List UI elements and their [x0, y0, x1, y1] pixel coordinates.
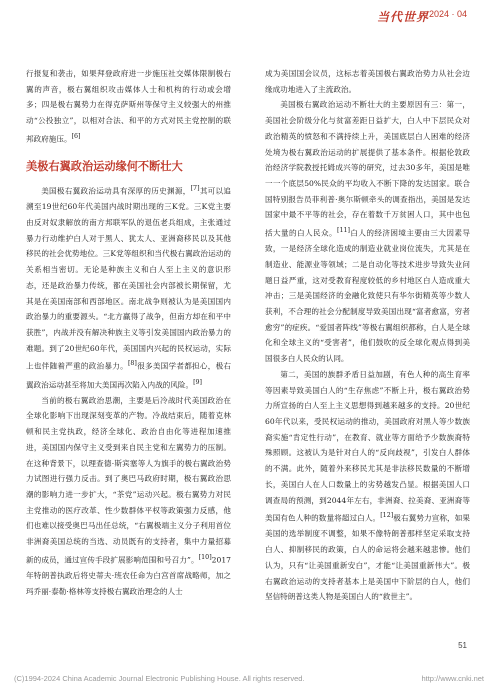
footnote-ref: [12]	[380, 512, 394, 520]
journal-brand: 当代世界	[376, 10, 429, 24]
left-column	[26, 66, 231, 599]
footnote-ref: [9]	[193, 378, 203, 386]
footnote-ref: [7]	[190, 185, 200, 193]
copyright-notice: (C)1994-2024 China Academic Journal Electronic Publishing House. All rights reserved.	[14, 674, 305, 683]
paragraph: 当前的极右翼政治思潮，主要是后冷战时代美国政治在全球化影响下出现深刻变革的产物。冷战结束后，随着克林顿和民主党执政，经济全球化、政治自由化等进程加速推进，美国国内保守主义受到来自民主党和左翼势力的压制。在这种背景下，以理查德·斯宾塞等人为旗手的极右翼政治势力试图进行强力反击。到了奥巴马政府时期，极右翼政治思潮的影响力进一步扩大，“茶党”运动兴起。极右翼势力对民主党推动的医疗改革、性少数群体平权等政策强力反感，他们也难以接受奥巴马出任总统，“右翼极端主义分子利用首位非洲裔美国总统的当选、动员既有的支持者，集中力量招募新的成员，通过宣传手段扩展影响范围和号召力”。[10]2017年特朗普执政后将史蒂夫·班农任命为白宫首席战略师，加之玛乔丽·泰勒·格林等支持极右翼政治理念的人士	[26, 395, 231, 596]
paragraph: 成为美国国会议员，这标志着美国极右翼政治势力从社会边缘成功地进入了主流政治。	[265, 69, 470, 94]
paragraph: 行报复和袭击，如果拜登政府进一步施压社交媒体限制极右翼的声音，极右翼组织攻击媒体人士和机构的行动或会增多；四是极右翼势力在得克萨斯州等保守主义较强大的州推动“公投独立”，以相对合法、和平的方式对民主党控制的联邦政府施压。[6]	[26, 69, 231, 144]
page-header	[0, 0, 499, 40]
footnote-ref: [11]	[337, 227, 350, 235]
paragraph: 美国极右翼政治运动不断壮大的主要原因有三：第一，美国社会阶级分化与贫富差距日益扩大，白人中下层民众对政治精英的愤怒和不满持续上升，美国底层白人困难的经济处境为极右翼政治运动的扩展提供了基本条件。根据伦敦政治经济学院教授托姆成兴等的研究，过去30多年，美国是唯一一个底层50%民众的平均收入不断下降的发达国家。联合国特别报告员菲利普·奥尔斯顿牵头的调查指出，美国是发达国家中最不平等的社会，存在着数千万贫困人口，其中也包括大量的白人民众。[11]白人的经济困境主要由三大因素导致，一是经济全球化造成的制造业就业岗位流失，尤其是在制造业、能源业等领域；二是自动化等技术进步导致失业问题日益严重，这对受教育程度较低的乡村地区白人造成重大冲击；三是美国经济的金融化致使只有华尔街精英等少数人获利，不合理的社会分配制度导致美国出现“富者愈富，穷者愈穷”的症疾。“爱国者阵线”等极右翼组织都称，白人是全球化和全球主义的“受害者”，他们鼓吹的反全球化观点得到美国很多白人民众的认同。	[265, 100, 470, 364]
paragraph: 第二，美国的族群矛盾日益加剧，有色人种的高生育率等因素导致美国白人的“生存焦虑”不断上升，极右翼政治势力所宣扬的白人至上主义思想得到越来越多的支持。20世纪60年代以来，受民权运动的推动，美国政府对黑人等少数族裔实施“肯定性行动”，在教育、就业等方面给予少数族裔特殊照顾。这被认为是针对白人的“反向歧视”，引发白人群体的不满。此外，随着外来移民尤其是非法移民数量的不断增长，美国白人在人口数量上的劣势越发凸显。根据美国人口调查局的预测，到2044年左右，非洲裔、拉美裔、亚洲裔等美国有色人种的数量将超过白人。[12]极右翼势力宣称，如果美国的选举制度不调整，如果不像特朗普那样坚定采取支持白人、抑制移民的政策，白人的命运将会越来越悲惨。他们认为，只有“让美国重新安白”，才能“让美国重新伟大”。极右翼政治运动的支持者基本上是美国中下阶层的白人，他们坚信特朗普这类人物是美国白人的“救世主”。	[265, 369, 471, 602]
footnote-ref: [8]	[127, 360, 137, 368]
footnote-ref: [6]	[71, 132, 81, 140]
right-column	[265, 66, 470, 605]
page-number: 51	[458, 641, 467, 650]
footnote-ref: [10]	[198, 553, 212, 561]
paragraph: 美国极右翼政治运动具有深厚的历史渊源，[7]其可以追溯至19世纪60年代美国内战时期出现的三K党。三K党主要由反对奴隶解放的南方邦联军队的退伍老兵组成，主张通过暴力行动维护白人对于黑人、犹太人、亚洲裔移民以及其他移民的社会优势地位。三K党等组织和当代极右翼政治运动的关系相当密切。无论是种族主义和白人至上主义的意识形态，还是政治暴力传统，都在美国社会内部被长期保留，尤其是在美国南部和西部地区。南北战争则被认为是美国国内政治暴力的重要源头。“北方赢得了战争，但南方却在和平中获胜”，内战并没有解决种族主义等引发美国国内政治暴力的难题。到了20世纪60年代，美国国内兴起的民权运动，实际上也伴随着严重的政治暴力。[8]很多美国学者都担心，极右翼政治运动甚至将加大美国再次陷入内战的风险。[9]	[26, 185, 231, 390]
issue-number: 2024 · 04	[428, 9, 467, 19]
section-title: 美极右翼政治运动缘何不断壮大	[26, 161, 183, 174]
footer-url[interactable]: http://www.cnki.net	[421, 674, 484, 683]
